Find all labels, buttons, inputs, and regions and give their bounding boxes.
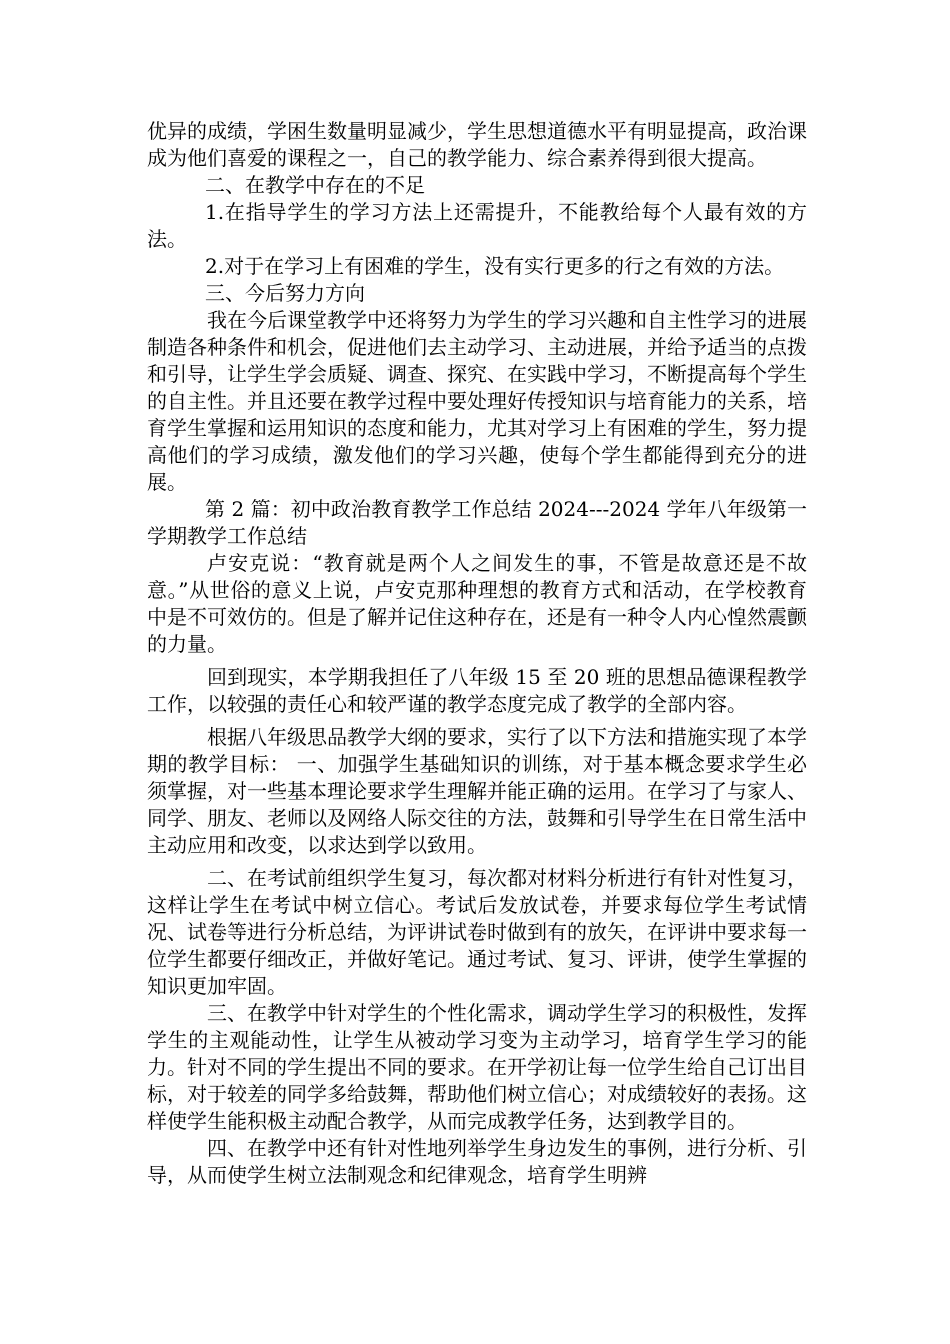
paragraph-reality: 回到现实，本学期我担任了八年级 15 至 20 班的思想品德课程教学工作，以较强的责任心和较严谨的教学态度完成了教学的全部内容。 [147, 665, 807, 716]
paragraph-measures-3: 三、在教学中针对学生的个性化需求，调动学生学习的积极性，发挥学生的主观能动性，让学生从被动学习变为主动学习，培育学生学习的能力。针对不同的学生提出不同的要求。在开学初让每一位学生给自己订出目标，对于较差的同学多给鼓舞，帮助他们树立信心；对成绩较好的表扬。这样使学生能积极主动配合教学，从而完成教学任务，达到教学目的。 [147, 1001, 807, 1133]
paragraph-1: 优异的成绩，学困生数量明显减少，学生思想道德水平有明显提高，政治课成为他们喜爱的课程之一，自己的教学能力、综合素养得到很大提高。 [147, 119, 807, 170]
paragraph-measures-2: 二、在考试前组织学生复习，每次都对材料分析进行有针对性复习，这样让学生在考试中树立信心。考试后发放试卷，并要求每位学生考试情况、试卷等进行分析总结，为评讲试卷时做到有的放矢，在评讲中要求每一位学生都要仔细改正，并做好笔记。通过考试、复习、评讲，使学生掌握的知识更加牢固。 [147, 866, 807, 998]
document-body [147, 118, 807, 1189]
paragraph-measures-1: 根据八年级思品教学大纲的要求，实行了以下方法和措施实现了本学期的教学目标： 一、加强学生基础知识的训练，对于基本概念要求学生必须掌握，对一些基本理论要求学生理解并能正确的运用。在学习了与家人、同学、朋友、老师以及网络人际交往的方法，鼓舞和引导学生在日常生活中主动应用和改变，以求达到学以致用。 [147, 725, 807, 857]
heading-future-direction: 三、今后努力方向 [205, 281, 365, 305]
heading-part-2: 第 2 篇：初中政治教育教学工作总结 2024---2024 学年八年级第一学期教学工作总结 [147, 497, 807, 548]
paragraph-shortcoming-2: 2.对于在学习上有困难的学生，没有实行更多的行之有效的方法。 [205, 254, 785, 278]
heading-shortcomings: 二、在教学中存在的不足 [205, 173, 425, 197]
paragraph-future-plan: 我在今后课堂教学中还将努力为学生的学习兴趣和自主性学习的进展制造各种条件和机会，促进他们去主动学习、主动进展，并给予适当的点拨和引导，让学生学会质疑、调查、探究、在实践中学习，不断提高每个学生的自主性。并且还要在教学过程中要处理好传授知识与培育能力的关系，培育学生掌握和运用知识的态度和能力，尤其对学习上有困难的学生，努力提高他们的学习成绩，激发他们的学习兴趣，使每个学生都能得到充分的进展。 [147, 308, 807, 494]
paragraph-measures-4: 四、在教学中还有针对性地列举学生身边发生的事例，进行分析、引导，从而使学生树立法制观念和纪律观念，培育学生明辨 [147, 1136, 807, 1187]
paragraph-shortcoming-1: 1.在指导学生的学习方法上还需提升，不能教给每个人最有效的方法。 [147, 200, 807, 251]
paragraph-quote: 卢安克说：“教育就是两个人之间发生的事，不管是故意还是不故意。”从世俗的意义上说，卢安克那种理想的教育方式和活动，在学校教育中是不可效仿的。但是了解并记住这种存在，还是有一种令人内心惶然震颤的力量。 [147, 551, 807, 656]
